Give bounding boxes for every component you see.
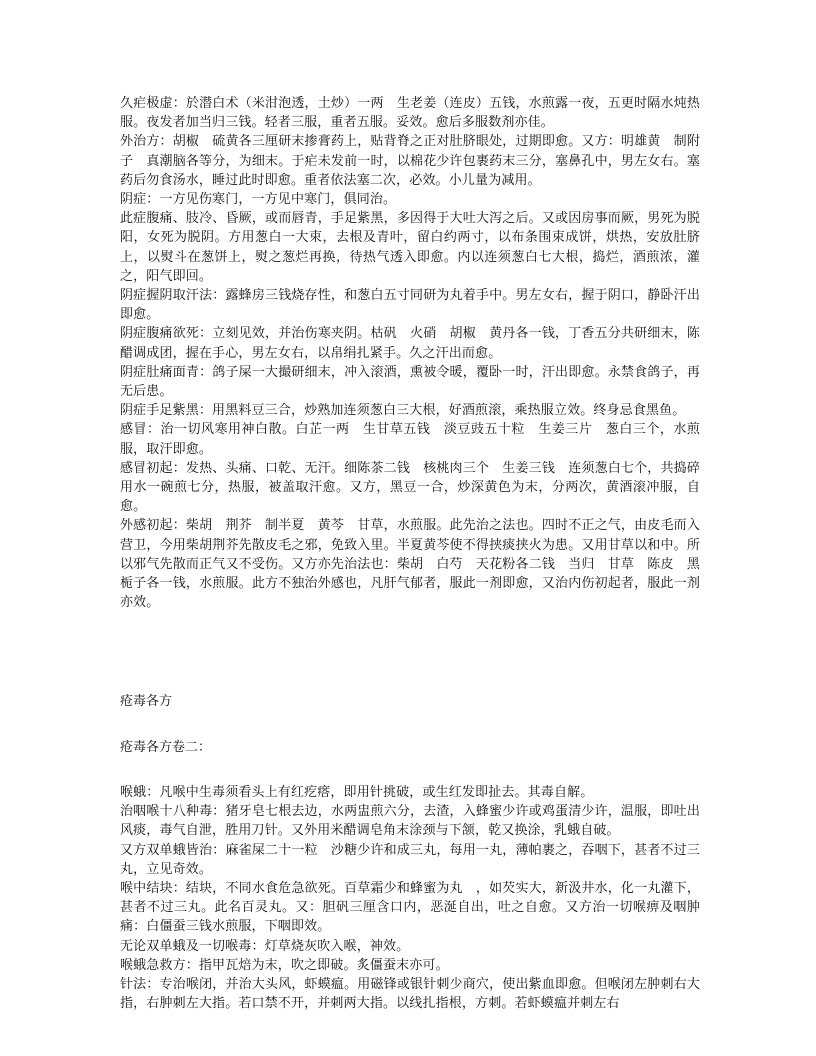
paragraph: 阴症腹痛欲死：立刻见效，并治伤寒夹阴。枯矾 火硝 胡椒 黄丹各一钱，丁香五分共研细末，陈醋调成团，握在手心，男左女右，以帛绢扎紧手。久之汗出而愈。 (120, 326, 700, 361)
paragraph: 喉蛾急救方：指甲瓦焙为末，吹之即破。炙僵蚕末亦可。 (120, 957, 449, 973)
section-fever-colds (120, 94, 700, 612)
paragraph: 无论双单蛾及一切喉毒：灯草烧灰吹入喉，神效。 (120, 938, 410, 954)
paragraph: 阴症手足紫黑：用黑料豆三合，炒熟加连须葱白三大根，好酒煎滚，乘热服立效。终身忌食黑鱼。 (120, 403, 686, 419)
spacer (120, 712, 700, 738)
section-sore-remedies (120, 783, 700, 1013)
paragraph: 阴症握阴取汗法：露蜂房三钱烧存性，和葱白五寸同研为丸着手中。男左女右，握于阴口，静卧汗出即愈。 (120, 288, 700, 323)
section-subtitle: 疮毒各方卷二： (120, 739, 212, 755)
paragraph: 久疟极虚：於潜白术（米泔泡透，土炒）一两 生老姜（连皮）五钱，水煎露一夜，五更时隔水炖热服。夜发者加当归三钱。轻者三服，重者五服。妥效。愈后多服数剂亦佳。 (120, 96, 700, 131)
paragraph: 又方双单蛾皆治：麻雀屎二十一粒 沙糖少许和成三丸，每用一丸，薄帕裹之，吞咽下，甚者不过三丸，立见奇效。 (120, 842, 700, 877)
paragraph: 治咽喉十八种毒：猪牙皂七根去边，水两盅煎六分，去渣，入蜂蜜少许或鸡蛋清少许，温服，即吐出风痰，毒气自泄，胜用刀针。又外用米醋调皂角末涂颈与下颔，乾又换涂，乳蛾自破。 (120, 804, 700, 839)
paragraph: 感冒初起：发热、头痛、口乾、无汗。细陈茶二钱 核桃肉三个 生姜三钱 连须葱白七个，共捣碎用水一碗煎七分，热服，被盖取汗愈。又方，黑豆一合，炒深黄色为末，分两次，黄酒滚冲服，自愈。 (120, 460, 700, 515)
paragraph: 阴症肚痛面青：鸽子屎一大撮研细末，冲入滚酒，熏被令暖，覆卧一时，汗出即愈。永禁食鸽子，再无后患。 (120, 364, 700, 400)
section-title: 疮毒各方 (120, 694, 173, 710)
spacer (120, 612, 700, 692)
paragraph: 阴症：一方见伤寒门，一方见中寒门，俱同治。 (120, 192, 397, 208)
paragraph: 外治方：胡椒 硫黄各三厘研末掺膏药上，贴背脊之正对肚脐眼处，过期即愈。又方：明雄黄 制附子 真潮脑各等分，为细末。于疟未发前一时，以棉花少许包裹药末三分，塞鼻孔中，男左女右。塞药后勿食汤水，睡过此时即愈。重者依法塞二次，必效。小儿量为减用。 (120, 134, 700, 188)
spacer (120, 757, 700, 783)
paragraph: 针法：专治喉闭，并治大头风，虾蟆瘟。用磁锋或银针刺少商穴，使出紫血即愈。但喉闭左肿刺右大指，右肿刺左大指。若口禁不开，并刺两大指。以线扎指根，方刺。若虾蟆瘟并刺左右 (120, 976, 700, 1012)
paragraph: 外感初起：柴胡 荆芥 制半夏 黄芩 甘草，水煎服。此先治之法也。四时不正之气，由皮毛而入营卫，今用柴胡荆芥先散皮毛之邪，免致入里。半夏黄芩使不得挟痰挟火为患。又用甘草以和中。所以邪气先散而正气又不受伤。又方亦先治法也：柴胡 白芍 天花粉各二钱 当归 甘草 陈皮 黑栀子各一钱，水煎服。此方不独治外感也，凡肝气郁者，服此一剂即愈，又治内伤初起者，服此一剂亦效。 (120, 518, 700, 611)
document-page (120, 94, 700, 1013)
paragraph: 喉蛾：凡喉中生毒须看头上有红疙瘩，即用针挑破，或生红发即扯去。其毒自解。 (120, 784, 594, 800)
paragraph: 感冒：治一切风寒用神白散。白芷一两 生甘草五钱 淡豆豉五十粒 生姜三片 葱白三个，水煎服，取汗即愈。 (120, 422, 700, 457)
paragraph: 此症腹痛、肢冷、昏厥，或而唇青，手足紫黑，多因得于大吐大泻之后。又或因房事而厥，男死为脱阳，女死为脱阴。方用葱白一大束，去根及青叶，留白约两寸，以布条围束成饼，烘热，安放肚脐上，以熨斗在葱饼上，熨之葱烂再换，待热气透入即愈。内以连须葱白七大根，捣烂，酒煎浓，灌之，阳气即回。 (120, 211, 700, 284)
paragraph: 喉中结块：结块，不同水食危急欲死。百草霜少和蜂蜜为丸 ，如芡实大，新汲井水，化一丸灌下，甚者不过三丸。此名百灵丸。又：胆矾三厘含口内，恶涎自出，吐之自愈。又方治一切喉痹及咽肿痛：白僵蚕三钱水煎服，下咽即效。 (120, 880, 700, 935)
